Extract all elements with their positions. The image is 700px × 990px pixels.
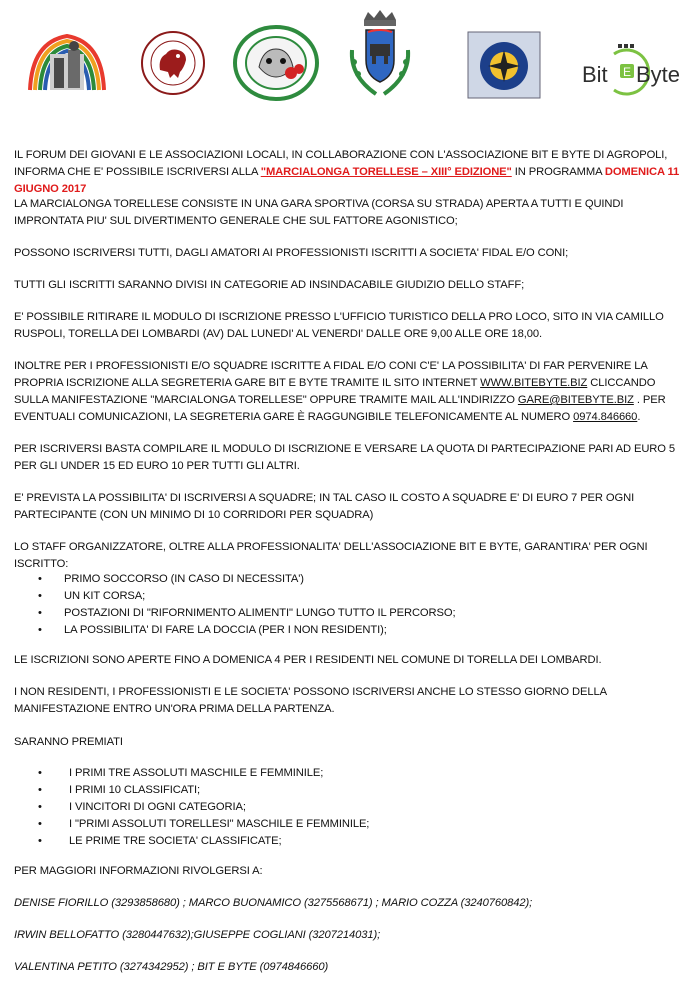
bullet-icon: • [38,767,42,779]
cantina-dei-lombardi-logo [233,25,319,101]
intro-text: IL FORUM DEI GIOVANI E LE ASSOCIAZIONI LOCALI, IN COLLABORAZIONE CON L'ASSOCIAZIONE BIT E BYTE DI AGROPOLI, INFORMA CHE E' POSSIBILE ISCRIVERSI ALLA [14,149,668,178]
list-item [14,833,690,850]
online-text-d: . [637,411,641,423]
event-name: "MARCIALONGA TORELLESE – XIII° EDIZIONE" [260,166,512,178]
bullet-icon: • [38,624,42,636]
list-item-text: I PRIMI TRE ASSOLUTI MASCHILE E FEMMINILE; [69,767,324,779]
svg-text:E: E [623,65,632,79]
online-text-c: . PER EVENTUALI COMUNICAZIONI, LA SEGRETERIA GARE È RAGGUNGIBILE TELEFONICAMENTE AL NUMERO [14,394,666,423]
email-link[interactable]: GARE@BITEBYTE.BIZ [517,394,634,406]
website-link[interactable]: WWW.BITEBYTE.BIZ [480,377,588,389]
polisportiva-torella-logo [140,30,206,96]
bullet-icon: • [38,590,42,602]
description-paragraph: LA MARCIALONGA TORELLESE CONSISTE IN UNA GARA SPORTIVA (CORSA SU STRADA) APERTA A TUTTI E QUINDI IMPRONTATA PIU' SUL DIVERTIMENTO GENERALE CHE SUL FATTORE AGONISTICO; [14,198,624,227]
list-item [14,571,690,588]
bit-e-byte-text-b: Byte [636,62,681,87]
bit-e-byte-text-a: Bit [582,62,608,87]
services-list [14,571,690,639]
list-item-text: LA POSSIBILITA' DI FARE LA DOCCIA (PER I NON RESIDENTI); [64,624,387,636]
list-item [14,622,690,639]
online-text-b: CLICCANDO SULLA MANIFESTAZIONE "MARCIALONGA TORELLESE" OPPURE TRAMITE MAIL ALL'INDIRIZZO [14,377,656,406]
list-item-text: I VINCITORI DI OGNI CATEGORIA; [69,801,246,813]
list-item [14,816,690,833]
list-item-text: LE PRIME TRE SOCIETA' CLASSIFICATE; [69,835,282,847]
team-paragraph: E' PREVISTA LA POSSIBILITA' DI ISCRIVERSI A SQUADRE; IN TAL CASO IL COSTO A SQUADRE E' DI EURO 7 PER OGNI PARTECIPANTE (CON UN MINIMO DI 10 CORRIDORI PER SQUADRA) [14,492,635,521]
awards-heading: SARANNO PREMIATI [14,736,123,748]
contacts-line-2: IRWIN BELLOFATTO (3280447632);GIUSEPPE COGLIANI (3207214031); [14,929,381,941]
bullet-icon: • [38,801,42,813]
info-heading: PER MAGGIORI INFORMAZIONI RIVOLGERSI A: [14,865,263,877]
forum-giovani-arch-logo [26,28,108,92]
list-item [14,782,690,799]
bullet-icon: • [38,784,42,796]
registration-form-paragraph: E' POSSIBILE RITIRARE IL MODULO DI ISCRIZIONE PRESSO L'UFFICIO TURISTICO DELLA PRO LOCO, SITO IN VIA CAMILLO RUSPOLI, TORELLA DEI LOMBARDI (AV) DAL LUNEDI' AL VENERDI' DALLE ORE 9,00 ALLE ORE 18,00. [14,311,664,340]
bit-e-byte-logo [580,40,686,100]
logo-strip [0,0,700,110]
comune-crest-logo [346,10,414,100]
fee-paragraph: PER ISCRIVERSI BASTA COMPILARE IL MODULO DI ISCRIZIONE E VERSARE LA QUOTA DI PARTECIPAZIONE PARI AD EURO 5 PER GLI UNDER 15 ED EURO 10 PER TUTTI GLI ALTRI. [14,443,676,472]
bullet-icon: • [38,818,42,830]
non-residents-paragraph: I NON RESIDENTI, I PROFESSIONISTI E LE SOCIETA' POSSONO ISCRIVERSI ANCHE LO STESSO GIORNO DELLA MANIFESTAZIONE ENTRO UN'ORA PRIMA DELLA PARTENZA. [14,686,607,715]
eligibility-paragraph: POSSONO ISCRIVERSI TUTTI, DAGLI AMATORI AI PROFESSIONISTI ISCRITTI A SOCIETA' FIDAL E/O CONI; [14,247,569,259]
bullet-icon: • [38,573,42,585]
deadline-paragraph: LE ISCRIZIONI SONO APERTE FINO A DOMENICA 4 PER I RESIDENTI NEL COMUNE DI TORELLA DEI LOMBARDI. [14,654,602,666]
list-item [14,765,690,782]
list-item [14,799,690,816]
awards-list [14,765,690,850]
pro-loco-torella-logo [466,30,542,100]
bullet-icon: • [38,607,42,619]
phone-link[interactable]: 0974.846660 [573,411,638,423]
list-item-text: UN KIT CORSA; [64,590,146,602]
online-registration-paragraph [14,358,690,426]
online-text-a: INOLTRE PER I PROFESSIONISTI E/O SQUADRE ISCRITTE A FIDAL E/O CONI C'E' LA POSSIBILITA' DI FAR PERVENIRE LA PROPRIA ISCRIZIONE ALLA SEGRETERIA GARE BIT E BYTE TRAMITE IL SITO INTERNET [14,360,648,389]
list-item [14,605,690,622]
event-date: DOMENICA 11 GIUGNO 2017 [14,166,680,195]
bullet-icon: • [38,835,42,847]
list-item-text: POSTAZIONI DI "RIFORNIMENTO ALIMENTI" LUNGO TUTTO IL PERCORSO; [64,607,456,619]
categories-paragraph: TUTTI GLI ISCRITTI SARANNO DIVISI IN CATEGORIE AD INSINDACABILE GIUDIZIO DELLO STAFF; [14,279,525,291]
list-item-text: PRIMO SOCCORSO (IN CASO DI NECESSITA') [64,573,304,585]
contacts-line-1: DENISE FIORILLO (3293858680) ; MARCO BUONAMICO (3275568671) ; MARIO COZZA (3240760842); [14,897,533,909]
intro-text-2: IN PROGRAMMA [511,166,605,178]
staff-paragraph: LO STAFF ORGANIZZATORE, OLTRE ALLA PROFESSIONALITA' DELL'ASSOCIAZIONE BIT E BYTE, GARANTIRA' PER OGNI ISCRITTO: [14,541,648,570]
list-item-text: I PRIMI 10 CLASSIFICATI; [69,784,201,796]
contacts-line-3: VALENTINA PETITO (3274342952) ; BIT E BYTE (0974846660) [14,961,329,973]
list-item-text: I "PRIMI ASSOLUTI TORELLESI" MASCHILE E FEMMINILE; [69,818,370,830]
intro-paragraph [14,147,690,198]
list-item [14,588,690,605]
